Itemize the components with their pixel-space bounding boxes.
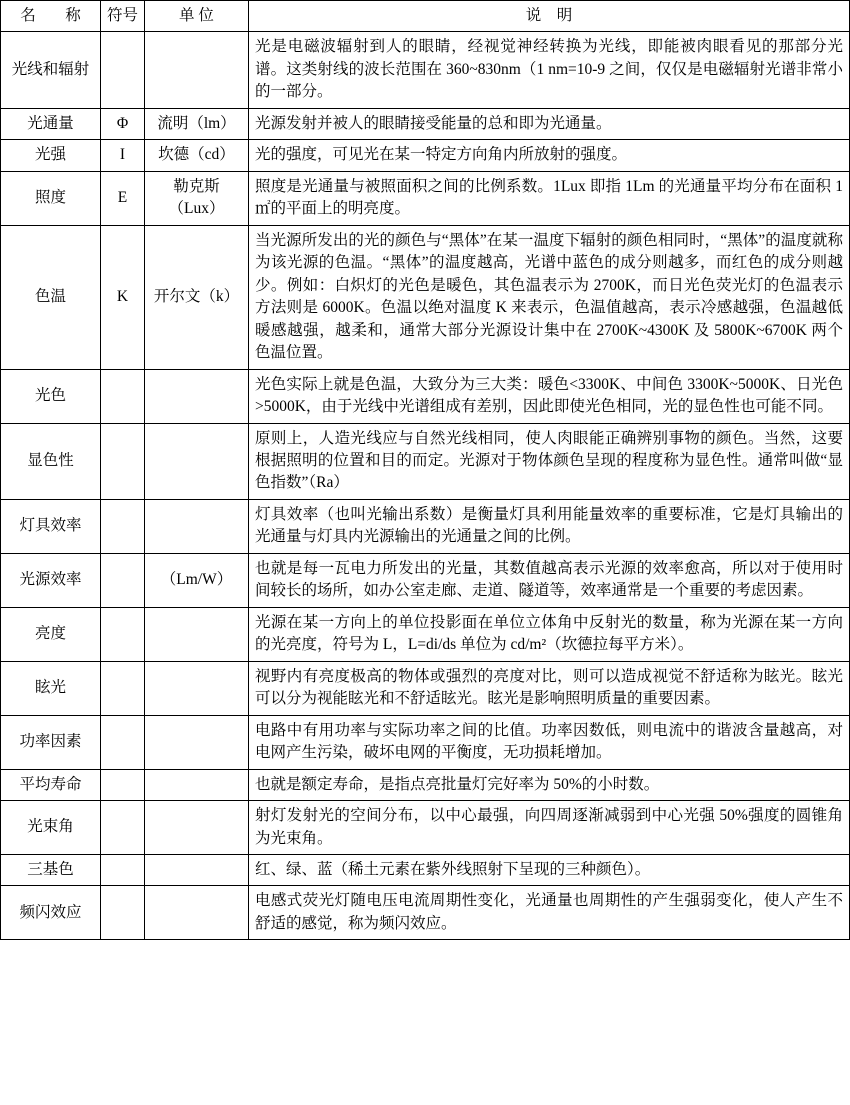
term-description: 照度是光通量与被照面积之间的比例系数。1Lux 即指 1Lm 的光通量平均分布在面积 1 ㎡的平面上的明亮度。 (249, 171, 850, 225)
term-description: 视野内有亮度极高的物体或强烈的亮度对比，则可以造成视觉不舒适称为眩光。眩光可以分为视能眩光和不舒适眩光。眩光是影响照明质量的重要因素。 (249, 661, 850, 715)
term-symbol (101, 715, 145, 769)
term-name: 三基色 (1, 855, 101, 886)
term-name: 色温 (1, 225, 101, 369)
term-symbol (101, 661, 145, 715)
term-symbol (101, 369, 145, 423)
term-name: 功率因素 (1, 715, 101, 769)
term-description: 红、绿、蓝（稀土元素在紫外线照射下呈现的三种颜色）。 (249, 855, 850, 886)
term-unit (145, 369, 249, 423)
term-unit (145, 886, 249, 940)
table-row (1, 553, 850, 607)
term-name: 平均寿命 (1, 769, 101, 800)
term-name: 光强 (1, 140, 101, 171)
table-row (1, 423, 850, 499)
term-unit (145, 855, 249, 886)
term-unit (145, 423, 249, 499)
term-symbol (101, 32, 145, 108)
term-unit (145, 607, 249, 661)
term-description: 当光源所发出的光的颜色与“黑体”在某一温度下辐射的颜色相同时，“黑体”的温度就称为该光源的色温。“黑体”的温度越高，光谱中蓝色的成分则越多，而红色的成分则越少。例如：白炽灯的光色是暖色，其色温表示为 2700K，而日光色荧光灯的色温表示方法则是 6000K。色温以绝对温度 K 来表示，色温值越高，表示冷感越强，色温越低暖感越强，越柔和，通常大部分光源设计集中在 2700K~4300K 及 5800K~6700K 两个色温位置。 (249, 225, 850, 369)
term-unit: （Lm/W） (145, 553, 249, 607)
table-row (1, 225, 850, 369)
term-description: 光是电磁波辐射到人的眼睛，经视觉神经转换为光线，即能被肉眼看见的那部分光谱。这类射线的波长范围在 360~830nm（1 nm=10-9 之间，仅仅是电磁辐射光谱非常小的一部分。 (249, 32, 850, 108)
term-unit (145, 769, 249, 800)
term-unit (145, 661, 249, 715)
term-name: 光源效率 (1, 553, 101, 607)
term-name: 照度 (1, 171, 101, 225)
term-unit: 流明（lm） (145, 108, 249, 139)
table-row (1, 369, 850, 423)
term-description: 光源发射并被人的眼睛接受能量的总和即为光通量。 (249, 108, 850, 139)
term-name: 显色性 (1, 423, 101, 499)
term-name: 光通量 (1, 108, 101, 139)
table-row (1, 715, 850, 769)
term-symbol (101, 553, 145, 607)
term-symbol (101, 886, 145, 940)
term-description: 光源在某一方向上的单位投影面在单位立体角中反射光的数量，称为光源在某一方向的光亮度，符号为 L，L=di/ds 单位为 cd/m²（坎德拉每平方米）。 (249, 607, 850, 661)
term-unit: 开尔文（k） (145, 225, 249, 369)
table-row (1, 108, 850, 139)
term-description: 光的强度，可见光在某一特定方向角内所放射的强度。 (249, 140, 850, 171)
term-name: 灯具效率 (1, 499, 101, 553)
term-description: 原则上，人造光线应与自然光线相同，使人肉眼能正确辨别事物的颜色。当然，这要根据照明的位置和目的而定。光源对于物体颜色呈现的程度称为显色性。通常叫做“显色指数”（Ra） (249, 423, 850, 499)
table-row (1, 171, 850, 225)
term-unit (145, 715, 249, 769)
term-symbol: I (101, 140, 145, 171)
term-symbol: Φ (101, 108, 145, 139)
table-header (1, 1, 850, 32)
term-symbol (101, 423, 145, 499)
table-row (1, 886, 850, 940)
term-symbol (101, 607, 145, 661)
term-description: 也就是额定寿命，是指点亮批量灯完好率为 50%的小时数。 (249, 769, 850, 800)
table-row (1, 140, 850, 171)
table-row (1, 855, 850, 886)
term-description: 也就是每一瓦电力所发出的光量，其数值越高表示光源的效率愈高，所以对于使用时间较长的场所，如办公室走廊、走道、隧道等，效率通常是一个重要的考虑因素。 (249, 553, 850, 607)
term-symbol (101, 801, 145, 855)
term-name: 频闪效应 (1, 886, 101, 940)
table-row (1, 607, 850, 661)
term-description: 灯具效率（也叫光输出系数）是衡量灯具利用能量效率的重要标准，它是灯具输出的光通量与灯具内光源输出的光通量之间的比例。 (249, 499, 850, 553)
term-symbol: K (101, 225, 145, 369)
term-unit: 坎德（cd） (145, 140, 249, 171)
term-description: 射灯发射光的空间分布，以中心最强，向四周逐渐减弱到中心光强 50%强度的圆锥角为光束角。 (249, 801, 850, 855)
term-symbol (101, 769, 145, 800)
table-row (1, 499, 850, 553)
column-header-name: 名 称 (1, 1, 101, 32)
table-header-row (1, 1, 850, 32)
term-unit (145, 801, 249, 855)
term-unit (145, 499, 249, 553)
column-header-unit: 单 位 (145, 1, 249, 32)
term-name: 眩光 (1, 661, 101, 715)
table-body (1, 32, 850, 940)
table-row (1, 769, 850, 800)
column-header-description: 说 明 (249, 1, 850, 32)
term-description: 电感式荧光灯随电压电流周期性变化，光通量也周期性的产生强弱变化，使人产生不舒适的感觉，称为频闪效应。 (249, 886, 850, 940)
term-description: 光色实际上就是色温，大致分为三大类：暖色<3300K、中间色 3300K~5000K、日光色>5000K，由于光线中光谱组成有差别，因此即使光色相同，光的显色性也可能不同。 (249, 369, 850, 423)
table-row (1, 32, 850, 108)
term-unit (145, 32, 249, 108)
term-symbol (101, 499, 145, 553)
table-row (1, 661, 850, 715)
term-name: 光束角 (1, 801, 101, 855)
term-name: 光色 (1, 369, 101, 423)
term-description: 电路中有用功率与实际功率之间的比值。功率因数低，则电流中的谐波含量越高，对电网产生污染，破坏电网的平衡度，无功损耗增加。 (249, 715, 850, 769)
term-symbol (101, 855, 145, 886)
table-row (1, 801, 850, 855)
term-symbol: E (101, 171, 145, 225)
column-header-symbol: 符号 (101, 1, 145, 32)
term-name: 光线和辐射 (1, 32, 101, 108)
term-unit: 勒克斯（Lux） (145, 171, 249, 225)
term-name: 亮度 (1, 607, 101, 661)
